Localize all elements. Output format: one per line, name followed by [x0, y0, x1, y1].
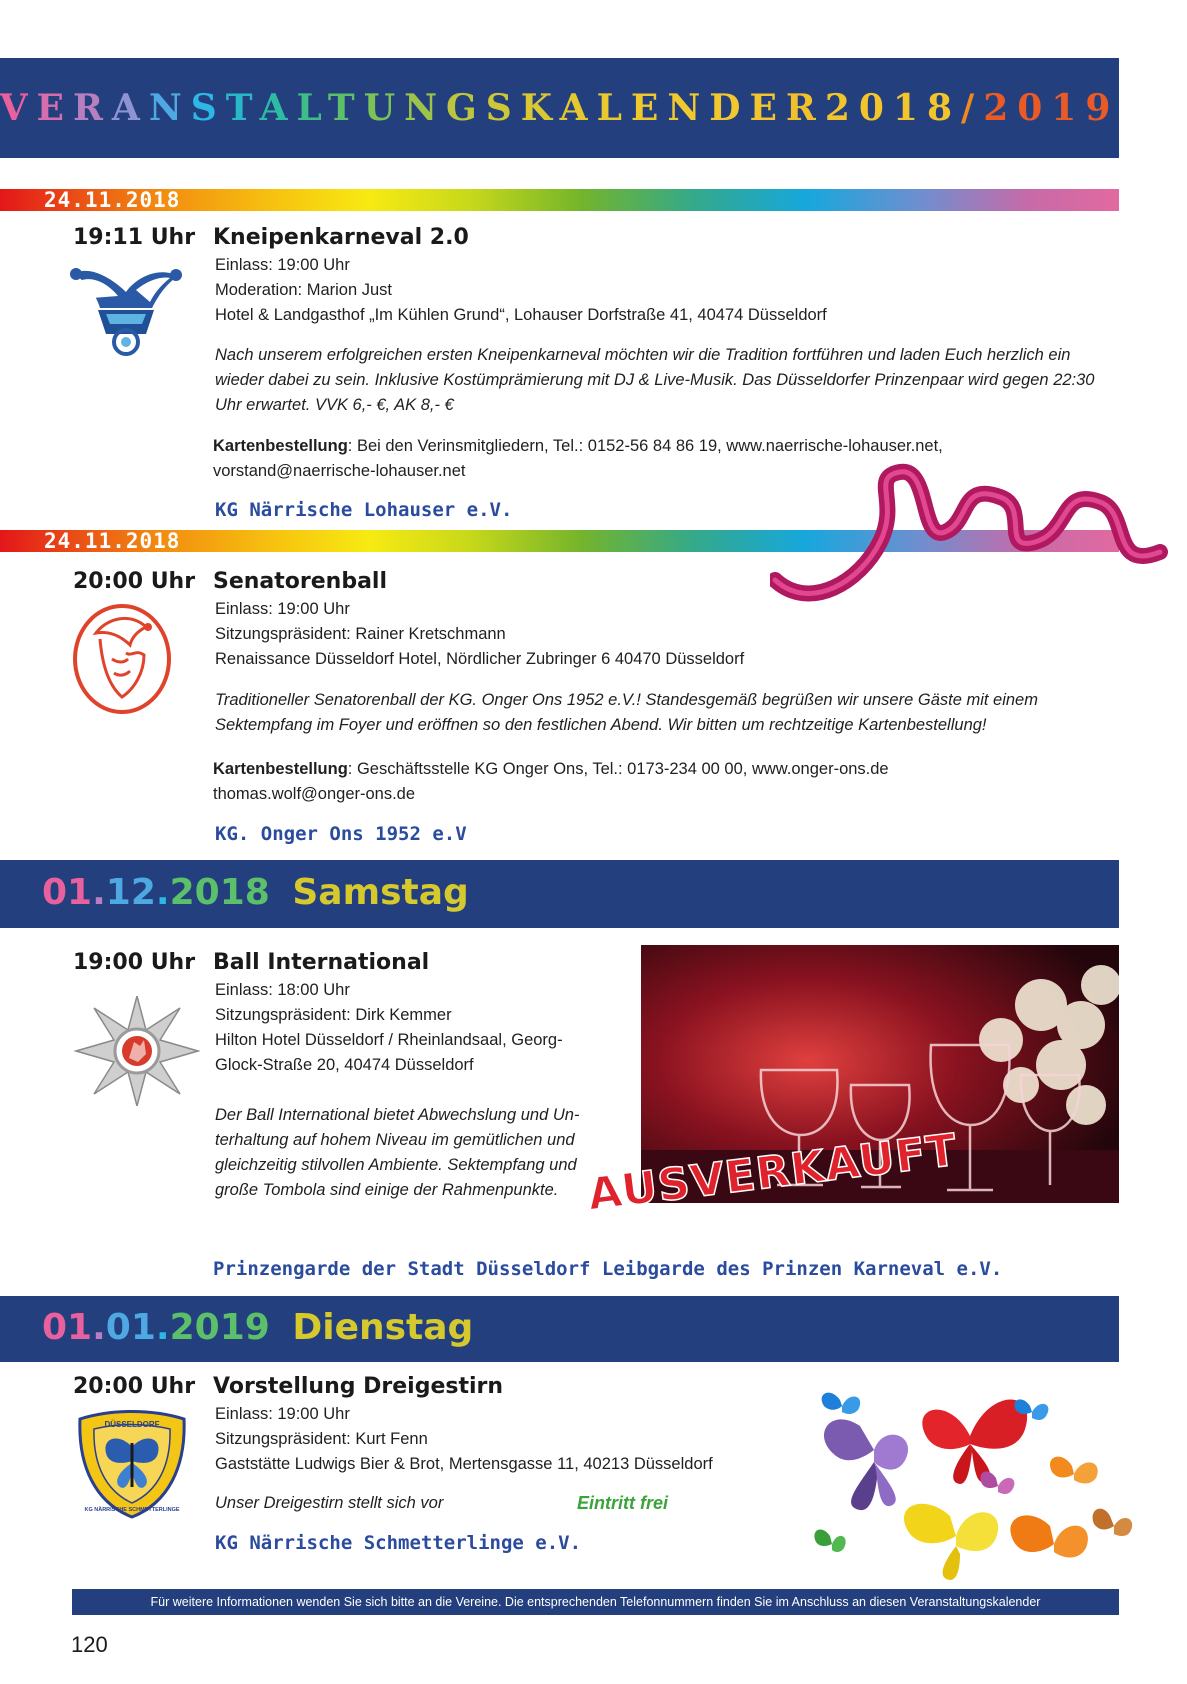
day-date	[42, 872, 270, 913]
butterflies-illustration	[800, 1366, 1150, 1588]
title-letter: N	[404, 87, 447, 129]
event-date: 24.11.2018	[44, 188, 181, 212]
title-slash: /	[961, 87, 984, 129]
event-detail: Sitzungspräsident: Dirk Kemmer	[215, 1006, 452, 1024]
jester-seal-logo	[72, 603, 172, 715]
event-title: Vorstellung Dreigestirn	[213, 1374, 504, 1399]
title-letter: L	[296, 87, 328, 129]
event-date: 24.11.2018	[44, 529, 181, 553]
guard-star-logo	[74, 996, 200, 1106]
event-description: gleichzeitig stilvollen Ambiente. Sektempfang und	[215, 1156, 577, 1174]
event-venue: Hotel & Landgasthof „Im Kühlen Grund“, Lohauser Dorfstraße 41, 40474 Düsseldorf	[215, 306, 827, 324]
title-letter: A	[559, 87, 597, 129]
day-heading	[42, 1307, 473, 1348]
title-letter: N	[148, 87, 191, 129]
admission-note: Eintritt frei	[577, 1493, 669, 1513]
logo-text-top: DÜSSELDORF	[104, 1420, 160, 1429]
event-organizer: KG Närrische Lohauser e.V.	[215, 499, 513, 521]
title-letter: T	[327, 87, 364, 129]
day-date-part: .	[155, 1307, 170, 1348]
page-number: 120	[71, 1632, 108, 1657]
event-detail: Einlass: 19:00 Uhr	[215, 256, 350, 274]
day-name: Samstag	[292, 872, 469, 913]
event-title: Ball International	[213, 950, 430, 975]
event-detail: Einlass: 18:00 Uhr	[215, 981, 350, 999]
title-letter: R	[785, 87, 825, 129]
day-name: Dienstag	[292, 1307, 474, 1348]
title-word	[0, 87, 825, 129]
tickets-label: Kartenbestellung	[213, 437, 348, 455]
day-date	[42, 1307, 270, 1348]
title-letter: N	[667, 87, 710, 129]
event-time: 20:00 Uhr	[73, 569, 196, 594]
event-time: 19:00 Uhr	[73, 950, 196, 975]
title-letter: U	[363, 87, 405, 129]
day-date-part: .	[155, 872, 170, 913]
tickets-info: : Bei den Verinsmitgliedern, Tel.: 0152-56 84 86 19, www.naerrische-lohauser.net,	[347, 437, 943, 455]
page-title	[0, 58, 1119, 158]
footer-info-bar	[72, 1589, 1119, 1615]
event-time: 20:00 Uhr	[73, 1374, 196, 1399]
day-date-part: 01	[42, 872, 93, 913]
title-letter: E	[749, 87, 786, 129]
day-date-part: 2019	[169, 1307, 270, 1348]
tickets-email[interactable]: thomas.wolf@onger-ons.de	[213, 785, 416, 803]
butterfly-shield-logo	[72, 1407, 192, 1519]
title-letter: V	[0, 87, 37, 129]
event-description: Der Ball International bietet Abwechslung und Un-	[215, 1106, 580, 1124]
ribbon-decoration	[770, 462, 1187, 632]
jester-cap-logo	[70, 262, 182, 358]
title-letter: L	[596, 87, 631, 129]
footer-text: Für weitere Informationen wenden Sie sich bitte an die Vereine. Die entsprechenden Telefonnummern finden Sie im Anschluss an diesen Veranstaltungskalender	[150, 1595, 1041, 1609]
day-date-part: .	[92, 1307, 106, 1348]
butterfly-icon	[922, 1400, 1027, 1485]
event-description: Nach unserem erfolgreichen ersten Kneipenkarneval möchten wir die Tradition fortführen und laden Euch herzlich ein wieder dabei zu sein. Inklusive Kostümprämierung mit DJ & Live-Musik. Das Düsseldorfer Prinzenpaar wird gegen 22:30 Uhr erwartet. VVK 6,- €, AK 8,- €	[215, 346, 1095, 414]
event-title: Kneipenkarneval 2.0	[213, 225, 469, 250]
tickets-email[interactable]: vorstand@naerrische-lohauser.net	[213, 462, 466, 480]
title-letter: A	[111, 87, 149, 129]
tickets-info: : Geschäftsstelle KG Onger Ons, Tel.: 0173-234 00 00, www.onger-ons.de	[347, 760, 889, 778]
title-year-2: 2019	[983, 87, 1120, 129]
event-detail: Einlass: 19:00 Uhr	[215, 1405, 350, 1423]
title-letter: S	[190, 87, 226, 129]
event-description: terhaltung auf hohem Niveau im gemütlichen und	[215, 1131, 575, 1149]
event-venue: Hilton Hotel Düsseldorf / Rheinlandsaal, Georg-	[215, 1031, 563, 1049]
title-letter: G	[446, 87, 486, 129]
day-date-part: 01	[42, 1307, 93, 1348]
event-organizer: Prinzengarde der Stadt Düsseldorf Leibgarde des Prinzen Karneval e.V.	[213, 1258, 1003, 1280]
event-title: Senatorenball	[213, 569, 388, 594]
event-organizer: KG. Onger Ons 1952 e.V	[215, 823, 467, 845]
event-description: große Tombola sind einige der Rahmenpunkte.	[215, 1181, 559, 1199]
title-letter: D	[709, 87, 750, 129]
day-date-part: 2018	[169, 872, 270, 913]
title-letter: T	[225, 87, 260, 129]
day-date-part: 12	[105, 872, 156, 913]
event-venue: Renaissance Düsseldorf Hotel, Nördlicher Zubringer 6 40470 Düsseldorf	[215, 650, 745, 668]
title-year-1: 2018	[824, 87, 962, 129]
event-description: Traditioneller Senatorenball der KG. Onger Ons 1952 e.V.! Standesgemäß begrüßen wir unsere Gäste mit einem Sektempfang im Foyer und eröffnen so den festlichen Abend. Wir bitten um rechtzeitige Kartenbestellung!	[215, 691, 1038, 734]
event-detail: Moderation: Marion Just	[215, 281, 392, 299]
event-time: 19:11 Uhr	[73, 225, 196, 250]
title-letter: E	[630, 87, 668, 129]
title-letter: S	[485, 87, 521, 129]
logo-text-bottom: KG NÄRRISCHE SCHMETTERLINGE	[84, 1507, 180, 1513]
day-heading	[42, 872, 469, 913]
day-date-part: 01	[105, 1307, 156, 1348]
tickets-label: Kartenbestellung	[213, 760, 348, 778]
title-letter: A	[259, 87, 297, 129]
event-detail: Einlass: 19:00 Uhr	[215, 600, 350, 618]
event-detail: Sitzungspräsident: Kurt Fenn	[215, 1430, 428, 1448]
title-letter: E	[36, 87, 73, 129]
event-venue: Gaststätte Ludwigs Bier & Brot, Mertensgasse 11, 40213 Düsseldorf	[215, 1455, 713, 1473]
sold-out-text: AUSVERKAUFT	[585, 1124, 961, 1221]
day-date-part: .	[92, 872, 106, 913]
event-organizer: KG Närrische Schmetterlinge e.V.	[215, 1532, 582, 1554]
event-detail: Sitzungspräsident: Rainer Kretschmann	[215, 625, 506, 643]
event-description: Unser Dreigestirn stellt sich vor	[215, 1494, 444, 1512]
event-venue: Glock-Straße 20, 40474 Düsseldorf	[215, 1056, 474, 1074]
title-letter: R	[73, 87, 112, 129]
title-letter: K	[520, 87, 560, 129]
